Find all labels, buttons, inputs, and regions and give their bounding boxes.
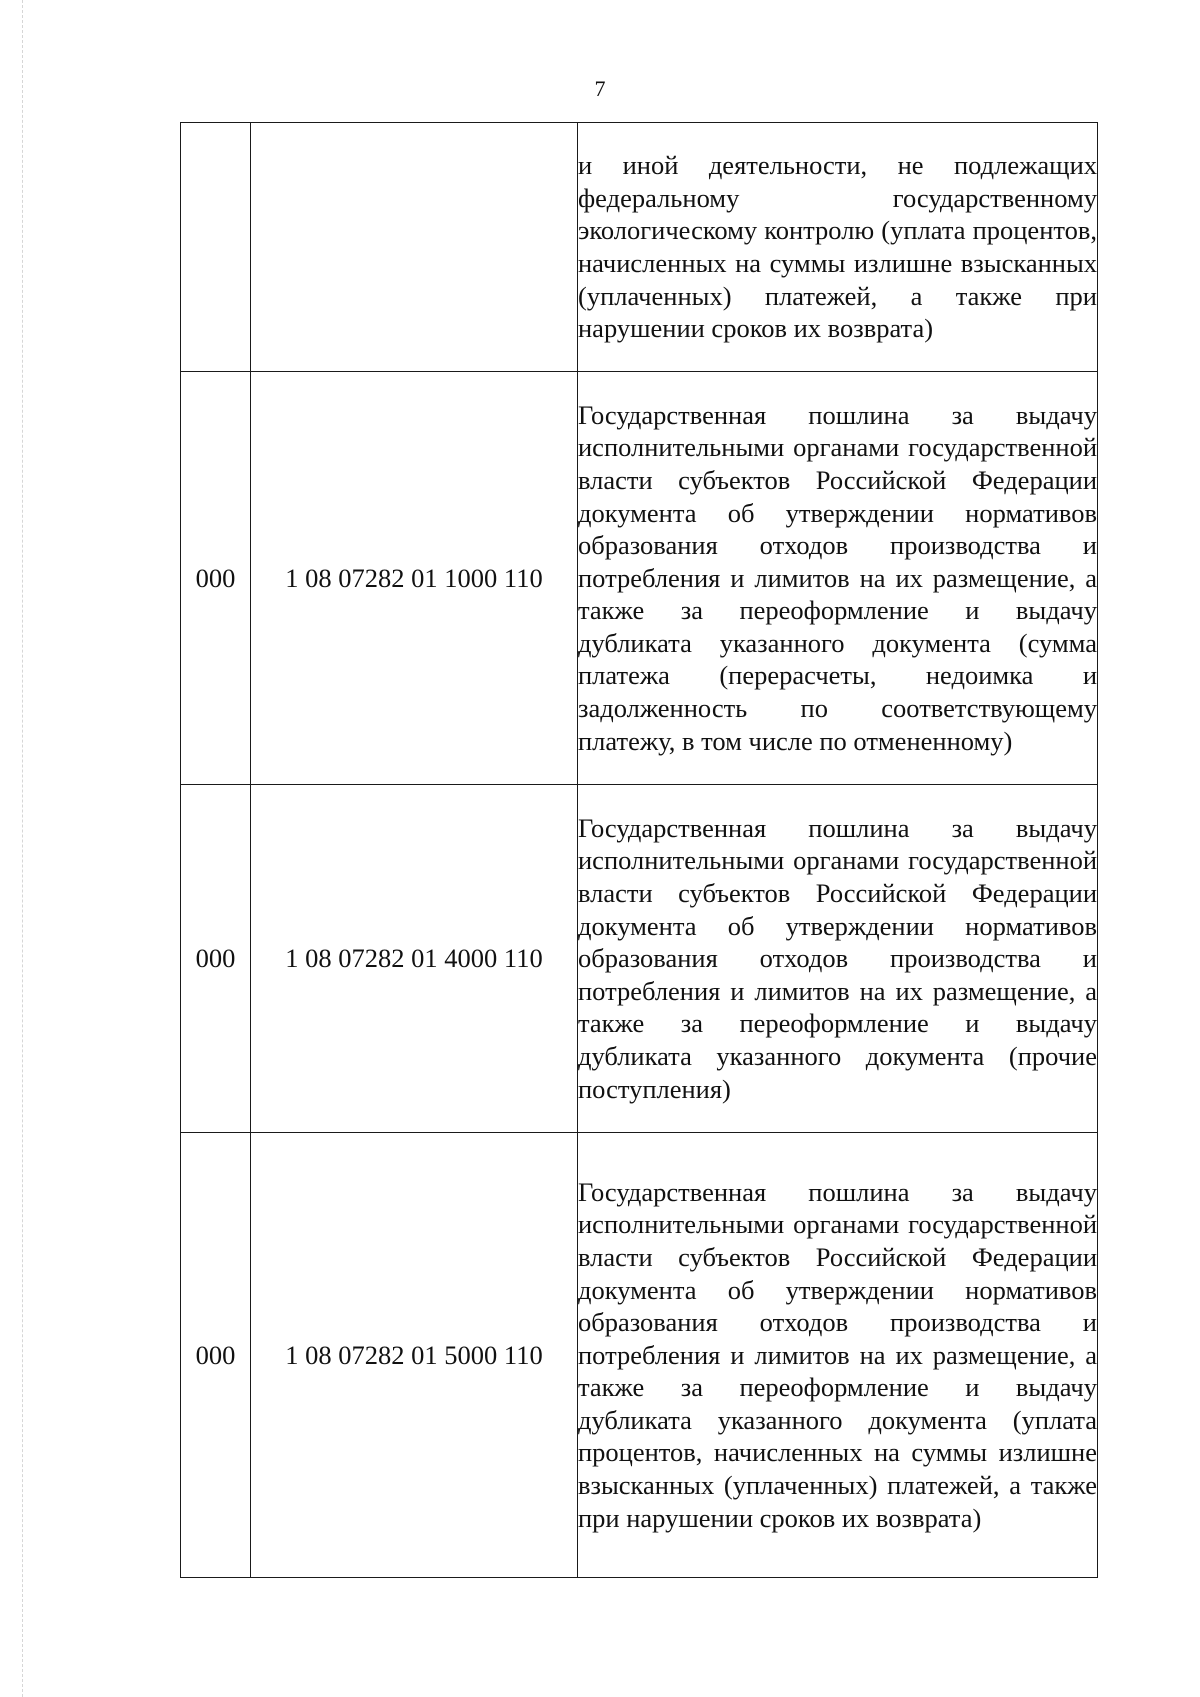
kbk-code-cell: 1 08 07282 01 1000 110 — [251, 372, 578, 785]
scan-edge — [22, 0, 23, 1697]
admin-code-cell: 000 — [181, 785, 251, 1133]
kbk-code-cell: 1 08 07282 01 5000 110 — [251, 1133, 578, 1578]
table-row — [181, 785, 1098, 1133]
kbk-code-cell: 1 08 07282 01 4000 110 — [251, 785, 578, 1133]
kbk-code-cell — [251, 123, 578, 372]
admin-code-cell: 000 — [181, 372, 251, 785]
revenue-codes-table — [180, 122, 1098, 1578]
admin-code-cell: 000 — [181, 1133, 251, 1578]
revenue-name-cell: Государственная пошлина за выдачу исполнительными органами государственной власти субъектов Российской Федерации документа об утверждении нормативов образования отходов производства и потребления и лимитов на их размещение, а также за переоформление и выдачу дубликата указанного документа (прочие поступления) — [578, 785, 1098, 1133]
table-row — [181, 123, 1098, 372]
admin-code-cell — [181, 123, 251, 372]
table-row — [181, 1133, 1098, 1578]
table-row — [181, 372, 1098, 785]
revenue-name-cell: Государственная пошлина за выдачу исполнительными органами государственной власти субъектов Российской Федерации документа об утверждении нормативов образования отходов производства и потребления и лимитов на их размещение, а также за переоформление и выдачу дубликата указанного документа (сумма платежа (перерасчеты, недоимка и задолженность по соответствующему платежу, в том числе по отмененному) — [578, 372, 1098, 785]
revenue-name-cell: и иной деятельности, не подлежащих федеральному государственному экологическому контролю (уплата процентов, начисленных на суммы излишне взысканных (уплаченных) платежей, а также при нарушении сроков их возврата) — [578, 123, 1098, 372]
page-number: 7 — [594, 76, 606, 101]
revenue-name-cell: Государственная пошлина за выдачу исполнительными органами государственной власти субъектов Российской Федерации документа об утверждении нормативов образования отходов производства и потребления и лимитов на их размещение, а также за переоформление и выдачу дубликата указанного документа (уплата процентов, начисленных на суммы излишне взысканных (уплаченных) платежей, а также при нарушении сроков их возврата) — [578, 1133, 1098, 1578]
